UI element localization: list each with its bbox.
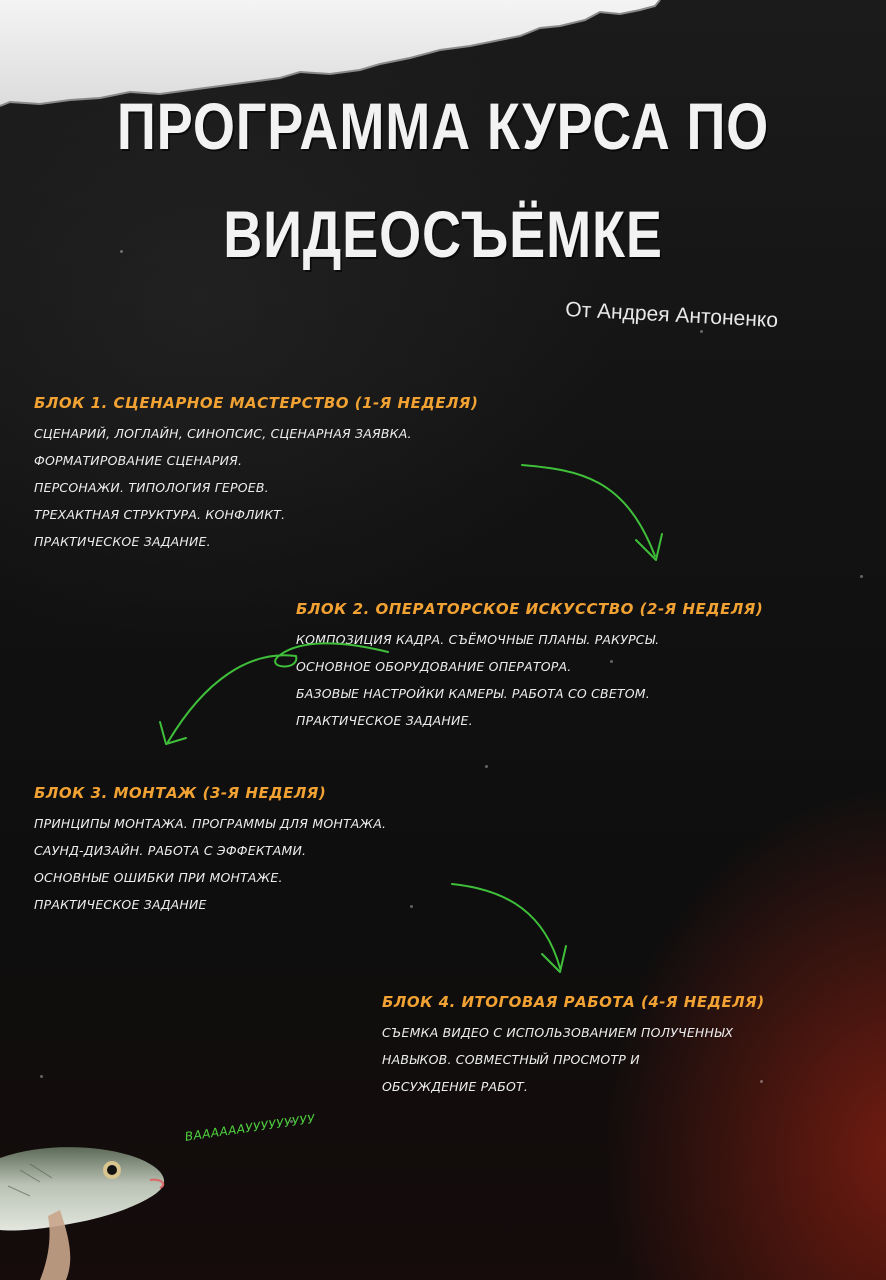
block-item: КОМПОЗИЦИЯ КАДРА. СЪЁМОЧНЫЕ ПЛАНЫ. РАКУРСЫ. [296,632,660,647]
block-item: ОСНОВНОЕ ОБОРУДОВАНИЕ ОПЕРАТОРА. [296,659,572,674]
fish-caption: ВААААААУУУУУУУУУ [184,1111,316,1144]
block-item: СЦЕНАРИЙ, ЛОГЛАЙН, СИНОПСИС, СЦЕНАРНАЯ ЗАЯВКА. [34,426,412,441]
block-item: СЪЕМКА ВИДЕО С ИСПОЛЬЗОВАНИЕМ ПОЛУЧЕННЫХ [382,1025,734,1040]
block-heading: БЛОК 1. СЦЕНАРНОЕ МАСТЕРСТВО (1-Я НЕДЕЛЯ) [34,394,479,412]
block-item: НАВЫКОВ. СОВМЕСТНЫЙ ПРОСМОТР И [382,1052,640,1067]
page-title-line-1: ПРОГРАММА КУРСА ПО [116,89,770,163]
block-item: ОБСУЖДЕНИЕ РАБОТ. [382,1079,529,1094]
course-block-4 [382,993,765,1100]
course-block-2 [296,600,763,734]
block-item: САУНД-ДИЗАЙН. РАБОТА С ЭФФЕКТАМИ. [34,843,307,858]
dust-speck [700,330,703,333]
block-item: БАЗОВЫЕ НАСТРОЙКИ КАМЕРЫ. РАБОТА СО СВЕТОМ. [296,686,650,701]
author-credit: От Андрея Антоненко [564,298,779,333]
block-item: ПРАКТИЧЕСКОЕ ЗАДАНИЕ. [34,534,211,549]
block-item: ПРАКТИЧЕСКОЕ ЗАДАНИЕ [34,897,207,912]
page-title-line-2: ВИДЕОСЪЁМКЕ [223,197,663,271]
dust-speck [860,575,863,578]
block-heading: БЛОК 4. ИТОГОВАЯ РАБОТА (4-Я НЕДЕЛЯ) [382,993,765,1011]
dust-speck [40,1075,43,1078]
block-item: ПРИНЦИПЫ МОНТАЖА. ПРОГРАММЫ ДЛЯ МОНТАЖА. [34,816,387,831]
block-item: ПРАКТИЧЕСКОЕ ЗАДАНИЕ. [296,713,473,728]
course-block-1 [34,394,478,555]
fish-illustration [0,1130,180,1280]
course-block-3 [34,784,386,918]
block-heading: БЛОК 3. МОНТАЖ (3-Я НЕДЕЛЯ) [34,784,327,802]
block-item: ФОРМАТИРОВАНИЕ СЦЕНАРИЯ. [34,453,243,468]
arrow-right-down-icon [522,465,662,560]
block-item: ОСНОВНЫЕ ОШИБКИ ПРИ МОНТАЖЕ. [34,870,283,885]
block-item: ПЕРСОНАЖИ. ТИПОЛОГИЯ ГЕРОЕВ. [34,480,269,495]
block-item: ТРЕХАКТНАЯ СТРУКТУРА. КОНФЛИКТ. [34,507,286,522]
block-heading: БЛОК 2. ОПЕРАТОРСКОЕ ИСКУССТВО (2-Я НЕДЕЛЯ) [296,600,764,618]
dust-speck [410,905,413,908]
dust-speck [485,765,488,768]
arrow-right-down-icon [452,884,566,972]
